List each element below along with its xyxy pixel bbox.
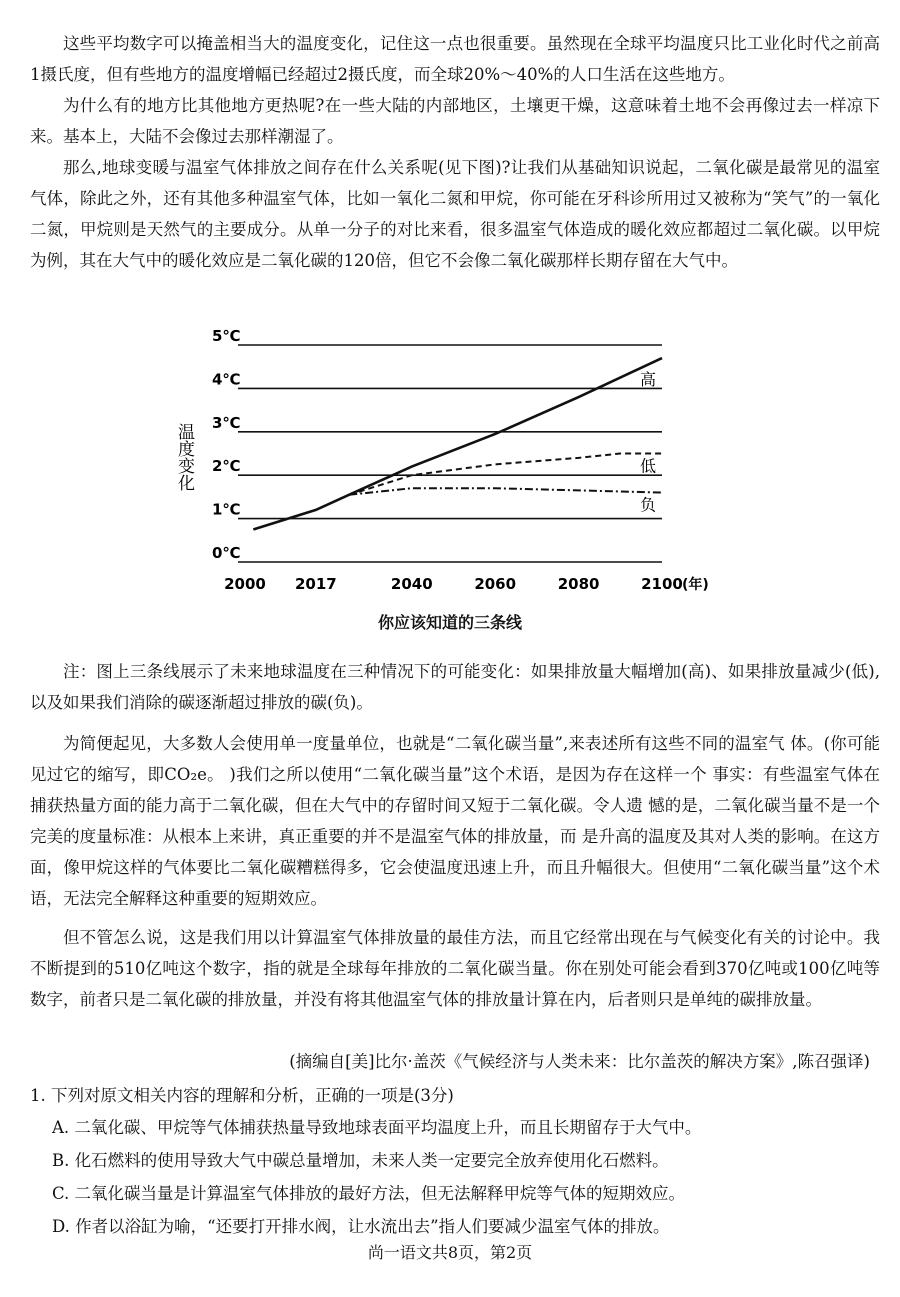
source-citation: (摘编自[美]比尔·盖茨《气候经济与人类未来：比尔盖茨的解决方案》,陈召强译) <box>289 1052 870 1071</box>
x-axis-label: (年) <box>682 577 709 593</box>
paragraph-3: 那么,地球变暖与温室气体排放之间存在什么关系呢(见下图)?让我们从基础知识说起，二氧化碳是最常见的温室气体，除此之外，还有其他多种温室气体，比如一氧化二氮和甲烷，你可能在牙科诊所用过又被称为“笑气”的一氧化二氮，甲烷则是天然气的主要成分。从单一分子的对比来看，很多温室气体造成的暖化效应都超过二氧化碳。以甲烷为例，其在大气中的暖化效应是二氧化碳的120倍，但它不会像二氧化碳那样长期存留在大气中。 <box>30 158 880 270</box>
x-tick-label: 2080 <box>557 575 600 593</box>
series-label: 高 <box>640 370 657 390</box>
y-tick-label: 4℃ <box>212 370 241 389</box>
page-footer: 尚一语文共8页，第2页 <box>367 1243 533 1262</box>
figure-caption: 你应该知道的三条线 <box>377 613 522 632</box>
x-tick-label: 2040 <box>390 575 433 593</box>
series-line-0 <box>253 358 662 529</box>
series-label: 低 <box>640 456 657 476</box>
question-stem: 1. 下列对原文相关内容的理解和分析，正确的一项是(3分) <box>30 1086 454 1105</box>
paragraph-1: 这些平均数字可以掩盖相当大的温度变化，记住这一点也很重要。虽然现在全球平均温度只比工业化时代之前高1摄氏度，但有些地方的温度增幅已经超过2摄氏度，而全球20%～40%的人口生活在这些地方。 <box>30 34 880 84</box>
y-tick-label: 3℃ <box>212 413 241 432</box>
x-tick-label: 2060 <box>474 575 517 593</box>
y-tick-label: 5℃ <box>212 327 241 345</box>
option-c: C. 二氧化碳当量是计算温室气体排放的最好方法，但无法解释甲烷等气体的短期效应。 <box>52 1184 686 1203</box>
y-axis-label: 温度变化 <box>174 423 194 491</box>
y-tick-label: 1℃ <box>212 500 241 519</box>
y-tick-label: 0℃ <box>212 544 241 562</box>
paragraph-5: 但不管怎么说，这是我们用以计算温室气体排放量的最佳方法，而且它经常出现在与气候变化有关的讨论中。我不断提到的510亿吨这个数字，指的就是全球每年排放的二氧化碳当量。你在别处可能会看到370亿吨或100亿吨等数字，前者只是二氧化碳的排放量，并没有将其他温室气体的排放量计算在内，后者则只是单纯的碳排放量。 <box>30 928 880 1009</box>
option-b: B. 化石燃料的使用导致大气中碳总量增加，未来人类一定要完全放弃使用化石燃料。 <box>52 1151 669 1170</box>
paragraph-4: 为简便起见，大多数人会使用单一度量单位，也就是“二氧化碳当量”,来表述所有这些不同的温室气 体。(你可能见过它的缩写，即CO₂e。 )我们之所以使用“二氧化碳当量”这个术语，是因为存在这样一个 事实：有些温室气体在捕获热量方面的能力高于二氧化碳，但在大气中的存留时间又短于二氧化碳。令人遗 憾的是，二氧化碳当量不是一个完美的度量标准：从根本上来讲，真正重要的并不是温室气体的排放量，而 是升高的温度及其对人类的影响。在这方面，像甲烷这样的气体要比二氧化碳糟糕得多，它会使温度迅速上升，而且升幅很大。但使用“二氧化碳当量”这个术语，无法完全解释这种重要的短期效应。 <box>30 734 880 908</box>
x-tick-label: 2100 <box>641 575 683 593</box>
option-d: D. 作者以浴缸为喻，“还要打开排水阀，让水流出去”指人们要减少温室气体的排放。 <box>52 1217 670 1236</box>
figure-note: 注：图上三条线展示了未来地球温度在三种情况下的可能变化：如果排放量大幅增加(高)、如果排放量减少(低),以及如果我们消除的碳逐渐超过排放的碳(负)。 <box>30 662 880 712</box>
y-tick-label: 2℃ <box>212 457 241 476</box>
series-line-2 <box>349 488 662 495</box>
series-label: 负 <box>640 495 657 515</box>
x-tick-label: 2017 <box>295 575 337 593</box>
x-tick-label: 2000 <box>224 575 266 593</box>
temperature-chart <box>170 325 730 610</box>
paragraph-2: 为什么有的地方比其他地方更热呢?在一些大陆的内部地区，土壤更干燥，这意味着土地不会再像过去一样凉下来。基本上，大陆不会像过去那样潮湿了。 <box>30 96 880 146</box>
option-a: A. 二氧化碳、甲烷等气体捕获热量导致地球表面平均温度上升，而且长期留存于大气中。 <box>52 1118 702 1137</box>
